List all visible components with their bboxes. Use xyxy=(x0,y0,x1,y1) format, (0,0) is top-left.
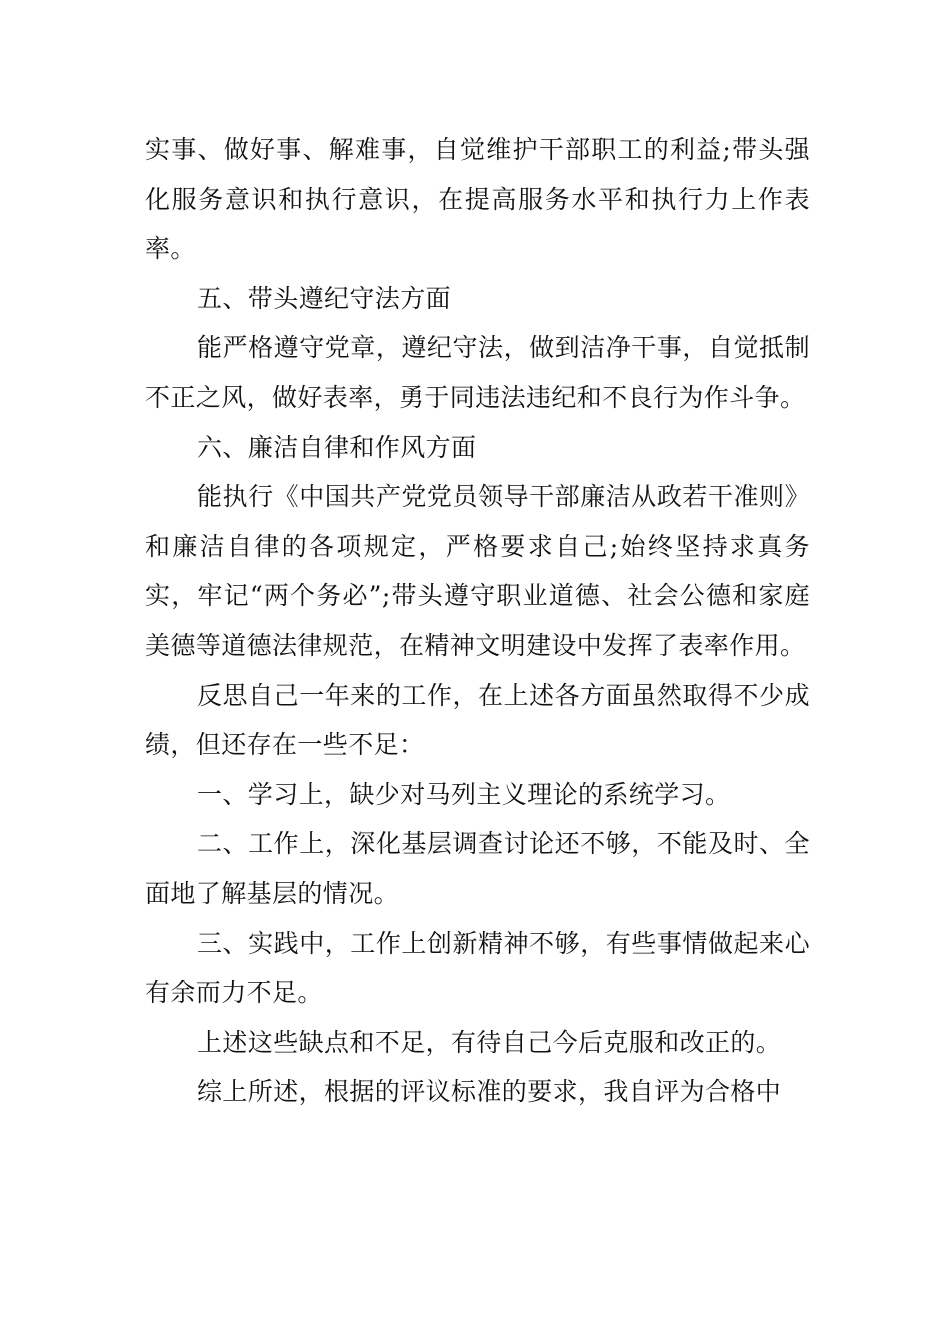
shortcoming-study: 一、学习上，缺少对马列主义理论的系统学习。 xyxy=(197,779,731,809)
shortcoming-work: 二、工作上，深化基层调查讨论还不够，不能及时、全面地了解基层的情况。 xyxy=(145,829,810,908)
paragraph-improvement: 上述这些缺点和不足，有待自己今后克服和改正的。 xyxy=(197,1027,782,1057)
paragraph-integrity: 能执行《中国共产党党员领导干部廉洁从政若干准则》和廉洁自律的各项规定，严格要求自己;始终坚持求真务实，牢记“两个务必”;带头遵守职业道德、社会公德和家庭美德等道德法律规范，在精神文明建设中发挥了表率作用。 xyxy=(145,482,810,660)
paragraph-conclusion: 综上所述，根据的评议标准的要求，我自评为合格中 xyxy=(197,1077,782,1107)
shortcoming-practice: 三、实践中，工作上创新精神不够，有些事情做起来心有余而力不足。 xyxy=(145,928,810,1008)
section-heading-6: 六、廉洁自律和作风方面 xyxy=(197,432,477,462)
section-heading-5: 五、带头遵纪守法方面 xyxy=(197,283,452,313)
paragraph-law-compliance: 能严格遵守党章，遵纪守法，做到洁净干事，自觉抵制不正之风，做好表率，勇于同违法违纪和不良行为作斗争。 xyxy=(145,333,810,412)
paragraph-reflection: 反思自己一年来的工作，在上述各方面虽然取得不少成绩，但还存在一些不足： xyxy=(145,680,810,760)
document-body xyxy=(145,125,810,1117)
paragraph-continuation: 实事、做好事、解难事，自觉维护干部职工的利益;带头强化服务意识和执行意识，在提高服务水平和执行力上作表率。 xyxy=(145,135,810,264)
